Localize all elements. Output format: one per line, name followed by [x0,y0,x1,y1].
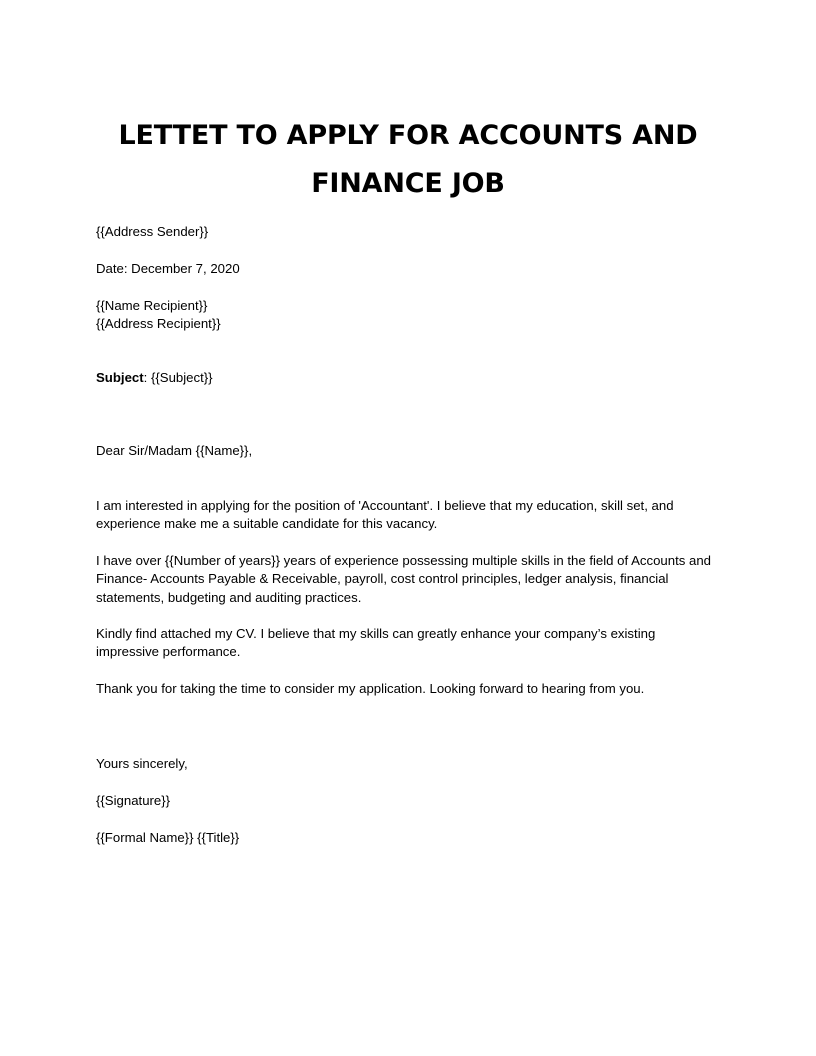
paragraph-3-line-2: impressive performance. [96,644,241,660]
paragraph-4: Thank you for taking the time to consider my application. Looking forward to hearing from you. [96,681,645,696]
paragraph-3-line-1: Kindly find attached my CV. I believe that my skills can greatly enhance your company’s existing [96,626,656,641]
closing: Yours sincerely, [96,756,188,771]
subject-line [96,369,724,387]
paragraph-2 [96,552,724,607]
paragraph-1-line-1: I am interested in applying for the position of 'Accountant'. I believe that my education, skill set, and [96,498,674,513]
recipient-name: {{Name Recipient}} [96,298,208,313]
paragraph-2-line-1: I have over {{Number of years}} years of experience possessing multiple skills in the field of Accounts and [96,553,712,568]
title-line-2: FINANCE JOB [311,168,505,199]
formal-name-title: {{Formal Name}} {{Title}} [96,830,240,845]
paragraph-2-line-3: statements, budgeting and auditing practices. [96,589,362,605]
paragraph-1 [96,497,724,534]
paragraph-2-line-2: Finance- Accounts Payable & Receivable, payroll, cost control principles, ledger analysis, financial [96,571,669,587]
letter-date: Date: December 7, 2020 [96,261,240,276]
title-line-1: LETTET TO APPLY FOR ACCOUNTS AND [118,120,698,151]
paragraph-3 [96,625,724,662]
letter-title [96,112,720,208]
subject-value: : {{Subject}} [143,370,213,385]
recipient-address: {{Address Recipient}} [96,316,221,332]
sender-address: {{Address Sender}} [96,224,209,239]
paragraph-1-line-2: experience make me a suitable candidate for this vacancy. [96,516,438,532]
subject-label: Subject [96,370,144,385]
recipient-block [96,297,724,334]
signature: {{Signature}} [96,793,171,808]
salutation: Dear Sir/Madam {{Name}}, [96,443,253,458]
